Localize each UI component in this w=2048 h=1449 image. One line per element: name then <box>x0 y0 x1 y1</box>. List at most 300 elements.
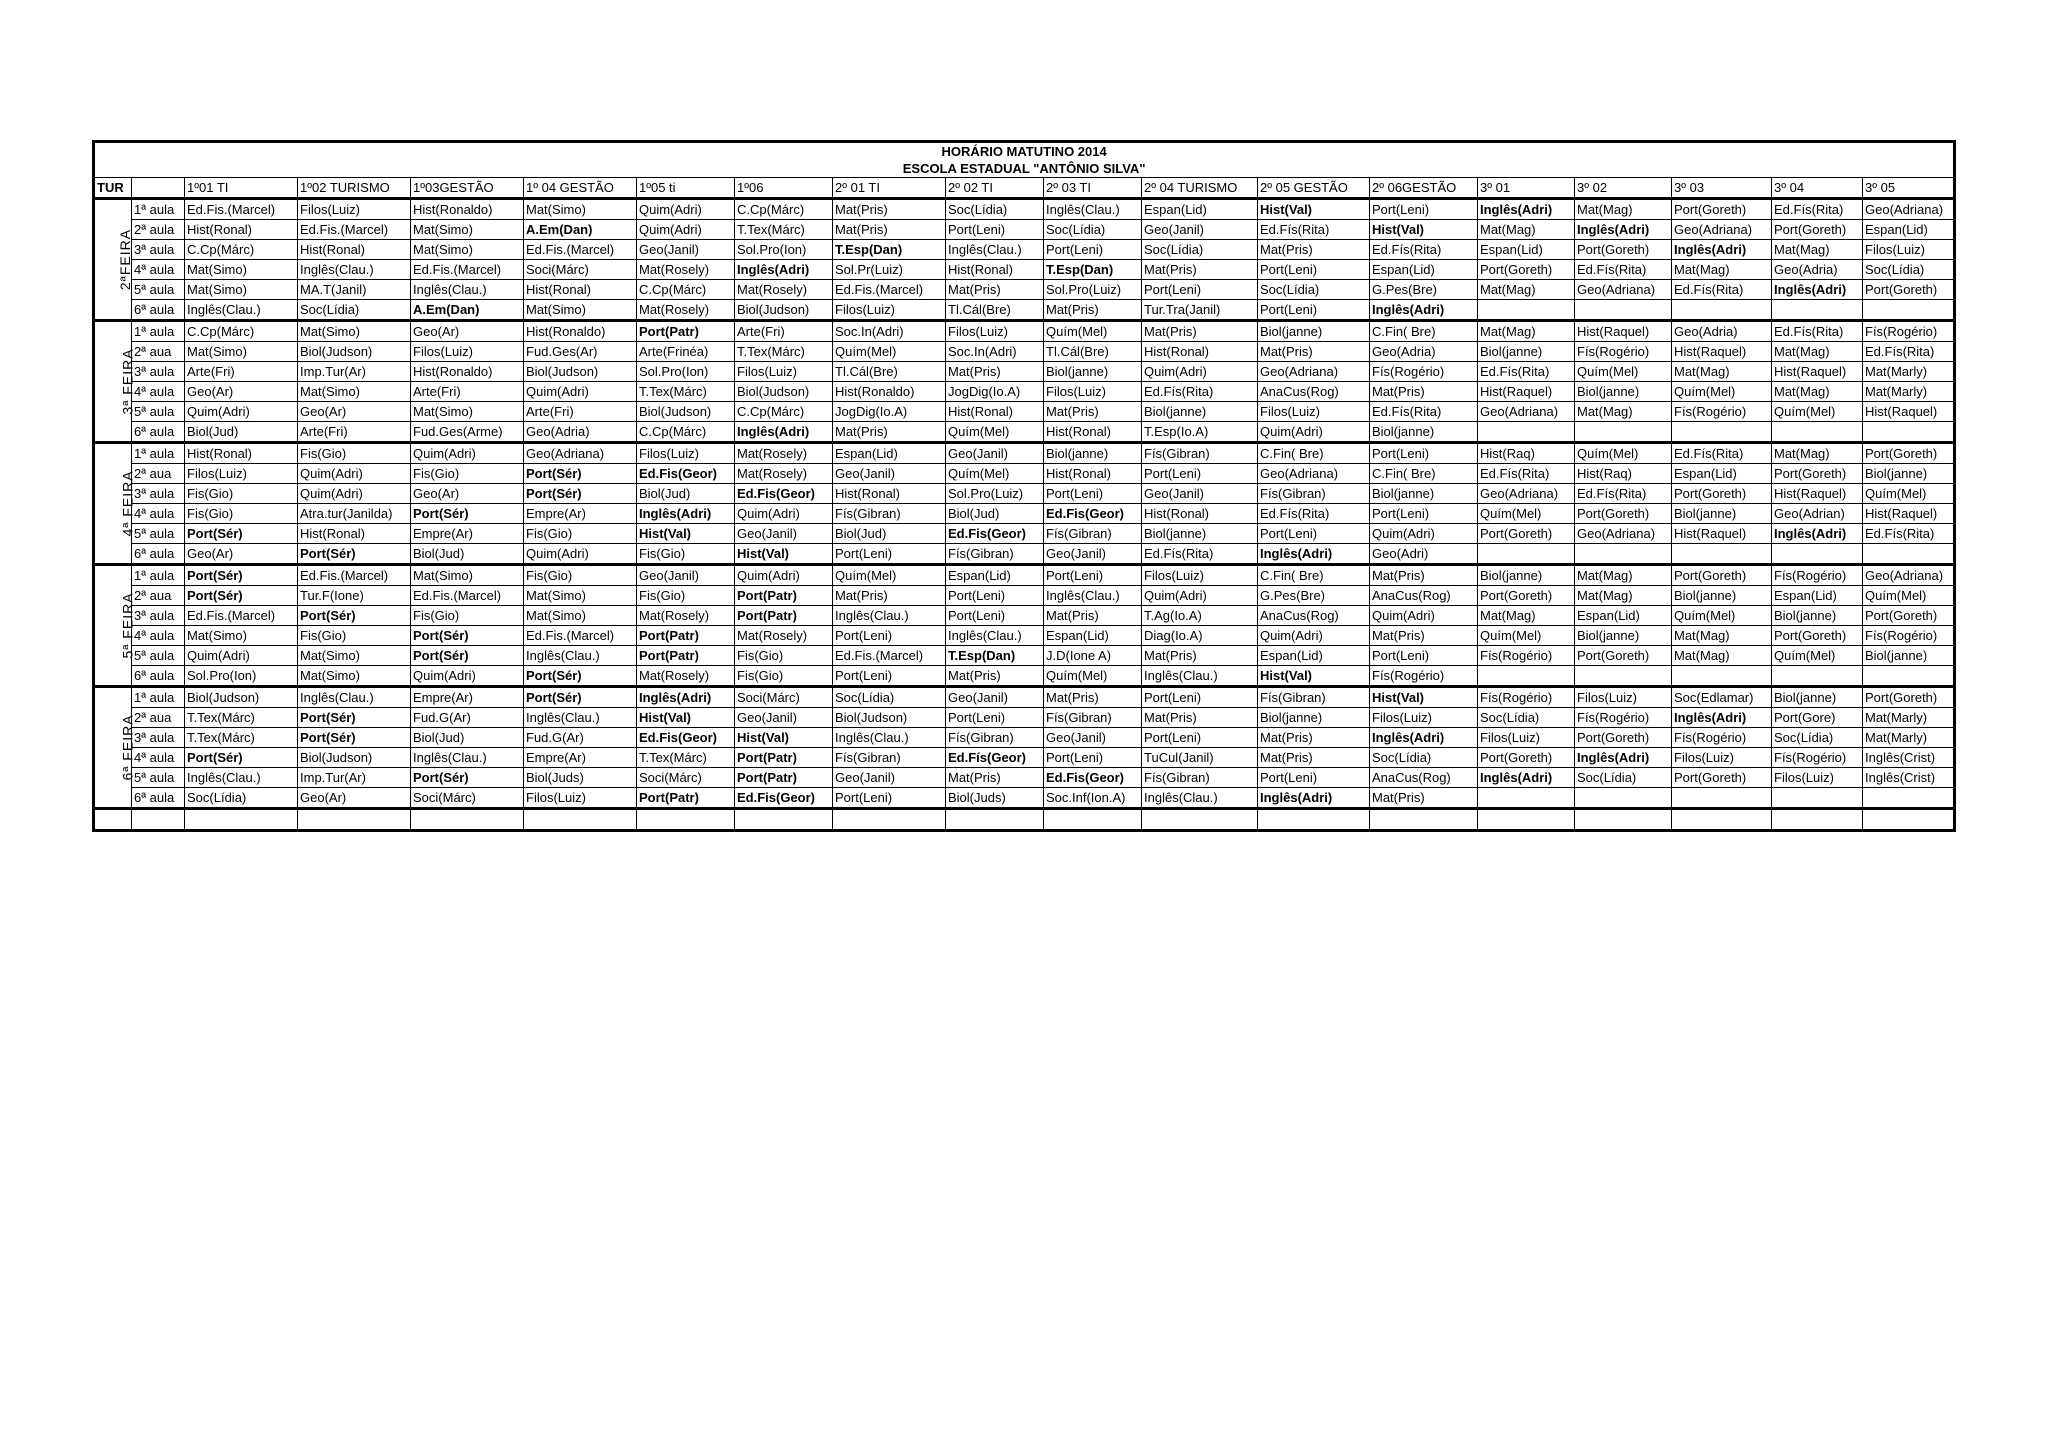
schedule-cell: Port(Leni) <box>1370 199 1478 220</box>
schedule-cell: Tl.Cál(Bre) <box>1044 342 1142 362</box>
schedule-cell: Hist(Ronaldo) <box>833 382 946 402</box>
schedule-cell: Inglês(Adri) <box>1478 199 1575 220</box>
schedule-cell: Port(Sér) <box>298 728 411 748</box>
schedule-cell: Ed.Fís(Rita) <box>1863 342 1955 362</box>
period-label: 3ª aula <box>132 606 185 626</box>
schedule-cell: Mat(Mag) <box>1672 260 1772 280</box>
day-group <box>94 565 1955 687</box>
empty-cell <box>1672 809 1772 831</box>
schedule-cell: Inglês(Adri) <box>1258 788 1370 809</box>
schedule-cell: Geo(Ar) <box>185 382 298 402</box>
schedule-cell: Ed.Fis(Geor) <box>637 728 735 748</box>
column-header: 2º 03 TI <box>1044 178 1142 199</box>
day-label-cell <box>94 199 132 321</box>
schedule-cell: Filos(Luiz) <box>1258 402 1370 422</box>
schedule-cell: Espan(Lid) <box>1044 626 1142 646</box>
schedule-cell: AnaCus(Rog) <box>1258 382 1370 402</box>
schedule-cell: Mat(Rosely) <box>637 666 735 687</box>
schedule-cell: Fís(Gibran) <box>1142 768 1258 788</box>
schedule-cell: C.Cp(Márc) <box>637 280 735 300</box>
schedule-cell <box>1575 300 1672 321</box>
schedule-cell: Mat(Simo) <box>298 321 411 342</box>
schedule-cell <box>1478 544 1575 565</box>
schedule-cell: Soc(Lídia) <box>1863 260 1955 280</box>
schedule-cell: Hist(Ronal) <box>1044 464 1142 484</box>
schedule-cell: Geo(Adriana) <box>1575 280 1672 300</box>
schedule-cell: Quím(Mel) <box>833 342 946 362</box>
schedule-cell: Port(Goreth) <box>1672 484 1772 504</box>
schedule-cell: Geo(Janil) <box>1142 484 1258 504</box>
schedule-cell: Mat(Mag) <box>1575 586 1672 606</box>
schedule-cell: Port(Sér) <box>524 484 637 504</box>
schedule-cell: Port(Patr) <box>735 748 833 768</box>
table-row <box>94 504 1955 524</box>
schedule-cell: Ed.Fis.(Marcel) <box>185 606 298 626</box>
schedule-cell: Fis(Gio) <box>735 646 833 666</box>
schedule-cell: Biol(Judson) <box>833 708 946 728</box>
schedule-cell: C.Cp(Márc) <box>735 199 833 220</box>
schedule-cell: Sol.Pro(Ion) <box>735 240 833 260</box>
schedule-cell: AnaCus(Rog) <box>1370 768 1478 788</box>
schedule-cell: Mat(Rosely) <box>637 260 735 280</box>
schedule-cell: Mat(Simo) <box>185 342 298 362</box>
schedule-cell: Port(Leni) <box>833 626 946 646</box>
schedule-cell: Biol(Juds) <box>524 768 637 788</box>
schedule-cell: Mat(Pris) <box>1258 240 1370 260</box>
schedule-cell: Biol(Judson) <box>637 402 735 422</box>
schedule-cell: Espan(Lid) <box>1575 606 1672 626</box>
schedule-cell: AnaCus(Rog) <box>1370 586 1478 606</box>
schedule-cell: Geo(Janil) <box>833 464 946 484</box>
period-label: 5ª aula <box>132 280 185 300</box>
table-row <box>94 748 1955 768</box>
schedule-cell: Soc.Inf(Ion.A) <box>1044 788 1142 809</box>
schedule-cell: Soc(Lídia) <box>1142 240 1258 260</box>
schedule-cell: Filos(Luiz) <box>1863 240 1955 260</box>
schedule-cell: Fís(Rogério) <box>1575 342 1672 362</box>
schedule-cell: JogDig(Io.A) <box>833 402 946 422</box>
schedule-cell: Mat(Pris) <box>1044 402 1142 422</box>
schedule-cell: A.Em(Dan) <box>524 220 637 240</box>
schedule-cell: Ed.Fis(Geor) <box>637 464 735 484</box>
table-row <box>94 260 1955 280</box>
schedule-cell: Hist(Ronal) <box>185 220 298 240</box>
period-label: 2ª aua <box>132 464 185 484</box>
schedule-cell: Fis(Gio) <box>411 464 524 484</box>
schedule-cell: Port(Leni) <box>946 220 1044 240</box>
schedule-cell: Fud.Ges(Arme) <box>411 422 524 443</box>
schedule-cell: Inglês(Adri) <box>1575 220 1672 240</box>
schedule-cell: Inglês(Clau.) <box>524 646 637 666</box>
schedule-cell: Mat(Pris) <box>1258 748 1370 768</box>
table-row <box>94 788 1955 809</box>
schedule-cell: Espan(Lid) <box>946 565 1044 586</box>
schedule-cell: Port(Leni) <box>1258 768 1370 788</box>
schedule-cell: Filos(Luiz) <box>833 300 946 321</box>
schedule-cell: Hist(Val) <box>1258 199 1370 220</box>
column-header: 3º 02 <box>1575 178 1672 199</box>
schedule-cell: Port(Sér) <box>298 544 411 565</box>
schedule-cell: Inglês(Clau.) <box>411 748 524 768</box>
schedule-cell: TuCul(Janil) <box>1142 748 1258 768</box>
schedule-cell: Biol(janne) <box>1575 626 1672 646</box>
schedule-cell: Port(Goreth) <box>1478 586 1575 606</box>
table-row <box>94 382 1955 402</box>
schedule-cell: Mat(Pris) <box>1142 646 1258 666</box>
empty-cell <box>833 809 946 831</box>
schedule-cell: Espan(Lid) <box>1863 220 1955 240</box>
schedule-cell: Hist(Raq) <box>1575 464 1672 484</box>
schedule-cell: Port(Sér) <box>524 666 637 687</box>
table-row <box>94 524 1955 544</box>
schedule-cell: Quim(Adri) <box>637 220 735 240</box>
period-label: 6ª aula <box>132 422 185 443</box>
day-label: 6ª FEIRA <box>119 714 136 781</box>
schedule-cell: Biol(janne) <box>1863 646 1955 666</box>
schedule-cell <box>1575 666 1672 687</box>
schedule-cell: Mat(Pris) <box>1370 626 1478 646</box>
schedule-cell: Filos(Luiz) <box>298 199 411 220</box>
schedule-cell: Espan(Lid) <box>1142 199 1258 220</box>
schedule-cell: Port(Sér) <box>524 687 637 708</box>
schedule-cell: Ed.Fís(Rita) <box>1772 199 1863 220</box>
schedule-cell: Mat(Pris) <box>1142 708 1258 728</box>
schedule-cell: Port(Goreth) <box>1672 565 1772 586</box>
schedule-cell: Fís(Gibran) <box>833 748 946 768</box>
schedule-cell: Mat(Simo) <box>185 280 298 300</box>
schedule-cell: Ed.Fis.(Marcel) <box>833 280 946 300</box>
schedule-cell: Port(Leni) <box>946 606 1044 626</box>
table-row <box>94 646 1955 666</box>
day-label: 2ªFEIRA <box>117 228 134 291</box>
schedule-cell <box>1863 544 1955 565</box>
schedule-cell: Mat(Rosely) <box>735 626 833 646</box>
table-row <box>94 321 1955 342</box>
period-label: 4ª aula <box>132 382 185 402</box>
schedule-cell: Soc(Lídia) <box>946 199 1044 220</box>
schedule-cell: Mat(Marly) <box>1863 382 1955 402</box>
schedule-cell <box>1863 422 1955 443</box>
schedule-cell: Port(Goreth) <box>1575 646 1672 666</box>
schedule-cell: Quim(Adri) <box>185 402 298 422</box>
schedule-cell: Ed.Fis.(Marcel) <box>524 240 637 260</box>
schedule-cell: Quim(Adri) <box>185 646 298 666</box>
schedule-cell: Inglês(Adri) <box>1258 544 1370 565</box>
schedule-cell: Mat(Marly) <box>1863 708 1955 728</box>
header-row <box>94 178 1955 199</box>
schedule-cell: Inglês(Clau.) <box>1142 788 1258 809</box>
schedule-cell: Arte(Fri) <box>185 362 298 382</box>
schedule-cell: Inglês(Clau.) <box>946 626 1044 646</box>
schedule-cell <box>1672 666 1772 687</box>
schedule-cell: Filos(Luiz) <box>1478 728 1575 748</box>
schedule-cell: Mat(Mag) <box>1772 342 1863 362</box>
schedule-cell: Fís(Rogério) <box>1672 728 1772 748</box>
schedule-cell: Mat(Simo) <box>298 666 411 687</box>
schedule-cell: Biol(Judson) <box>524 362 637 382</box>
schedule-cell <box>1575 544 1672 565</box>
schedule-cell: G.Pes(Bre) <box>1258 586 1370 606</box>
schedule-cell: Inglês(Clau.) <box>298 260 411 280</box>
table-row <box>94 768 1955 788</box>
schedule-cell: Fud.G(Ar) <box>411 708 524 728</box>
schedule-cell: Port(Sér) <box>185 524 298 544</box>
period-label: 3ª aula <box>132 362 185 382</box>
column-header: 1º 04 GESTÃO <box>524 178 637 199</box>
schedule-cell: Soc.In(Adri) <box>946 342 1044 362</box>
schedule-cell <box>1478 666 1575 687</box>
empty-cell <box>524 809 637 831</box>
schedule-cell: Mat(Mag) <box>1672 362 1772 382</box>
schedule-cell: Hist(Raquel) <box>1863 402 1955 422</box>
schedule-cell: JogDig(Io.A) <box>946 382 1044 402</box>
schedule-cell: Ed.Fís(Geor) <box>946 748 1044 768</box>
schedule-cell: Biol(janne) <box>1044 362 1142 382</box>
schedule-cell: Quím(Mel) <box>1575 362 1672 382</box>
period-label: 4ª aula <box>132 504 185 524</box>
schedule-cell: Geo(Adriana) <box>1575 524 1672 544</box>
schedule-cell: Port(Goreth) <box>1863 687 1955 708</box>
schedule-cell: Biol(janne) <box>1672 586 1772 606</box>
table-row <box>94 687 1955 708</box>
period-label: 1ª aula <box>132 199 185 220</box>
schedule-cell: Port(Goreth) <box>1863 280 1955 300</box>
schedule-cell: MA.T(Janil) <box>298 280 411 300</box>
schedule-cell: Ed.Fis(Geor) <box>735 484 833 504</box>
schedule-cell: Soci(Márc) <box>524 260 637 280</box>
schedule-cell: Soc.In(Adri) <box>833 321 946 342</box>
empty-cell <box>1142 809 1258 831</box>
schedule-cell: Biol(janne) <box>1575 382 1672 402</box>
schedule-cell: Biol(Juds) <box>946 788 1044 809</box>
schedule-cell: Port(Sér) <box>298 708 411 728</box>
schedule-cell: Quim(Adri) <box>637 199 735 220</box>
schedule-cell: Soci(Márc) <box>411 788 524 809</box>
column-header: TUR <box>94 178 132 199</box>
table-row <box>94 240 1955 260</box>
schedule-cell: Port(Patr) <box>637 321 735 342</box>
schedule-cell: Inglês(Adri) <box>1478 768 1575 788</box>
schedule-cell: Port(Leni) <box>833 544 946 565</box>
schedule-cell: Fís(Rogério) <box>1370 666 1478 687</box>
schedule-cell: Hist(Raquel) <box>1478 382 1575 402</box>
schedule-cell: T.Tex(Márc) <box>185 728 298 748</box>
schedule-cell: Quim(Adri) <box>1370 524 1478 544</box>
schedule-cell: Imp.Tur(Ar) <box>298 768 411 788</box>
schedule-cell: Biol(janne) <box>1370 484 1478 504</box>
empty-cell <box>185 809 298 831</box>
schedule-cell: Empre(Ar) <box>524 504 637 524</box>
schedule-cell: Inglês(Clau.) <box>833 728 946 748</box>
table-row <box>94 280 1955 300</box>
schedule-sheet <box>92 140 1955 832</box>
schedule-cell: Inglês(Adri) <box>1672 708 1772 728</box>
schedule-cell: Port(Leni) <box>833 788 946 809</box>
schedule-cell: Mat(Simo) <box>298 382 411 402</box>
period-label: 2ª aula <box>132 220 185 240</box>
schedule-cell: Quim(Adri) <box>1370 606 1478 626</box>
period-label: 5ª aula <box>132 402 185 422</box>
table-row <box>94 220 1955 240</box>
schedule-cell: Geo(Ar) <box>298 402 411 422</box>
schedule-cell: Geo(Janil) <box>1044 728 1142 748</box>
schedule-cell: Espan(Lid) <box>1478 240 1575 260</box>
empty-cell <box>1258 809 1370 831</box>
schedule-cell: Mat(Simo) <box>185 626 298 646</box>
schedule-cell: T.Tex(Márc) <box>637 382 735 402</box>
period-label: 1ª aula <box>132 443 185 464</box>
schedule-cell: Inglês(Adri) <box>1772 280 1863 300</box>
schedule-cell: Inglês(Crist) <box>1863 748 1955 768</box>
schedule-cell: Biol(Judson) <box>735 300 833 321</box>
schedule-cell: T.Esp(Dan) <box>833 240 946 260</box>
schedule-cell: Soc(Lídia) <box>1478 708 1575 728</box>
schedule-cell: Fís(Gibran) <box>1044 524 1142 544</box>
schedule-cell: Biol(Jud) <box>411 544 524 565</box>
schedule-cell <box>1672 300 1772 321</box>
schedule-cell: Mat(Simo) <box>524 606 637 626</box>
table-row <box>94 728 1955 748</box>
schedule-cell: Port(Goreth) <box>1575 240 1672 260</box>
period-label: 1ª aula <box>132 321 185 342</box>
schedule-cell: Ed.Fís(Rita) <box>1575 484 1672 504</box>
schedule-cell: Mat(Pris) <box>1370 565 1478 586</box>
schedule-cell: Mat(Simo) <box>185 260 298 280</box>
day-group <box>94 321 1955 443</box>
schedule-cell: Inglês(Adri) <box>1575 748 1672 768</box>
schedule-cell: Quím(Mel) <box>1672 382 1772 402</box>
schedule-cell: Geo(Janil) <box>833 768 946 788</box>
schedule-cell: Mat(Pris) <box>946 666 1044 687</box>
schedule-cell: Biol(janne) <box>1672 504 1772 524</box>
schedule-cell: Ed.Fis.(Marcel) <box>298 565 411 586</box>
schedule-cell: Ed.Fís(Rita) <box>1575 260 1672 280</box>
schedule-cell <box>1863 300 1955 321</box>
schedule-cell: Port(Sér) <box>524 464 637 484</box>
schedule-cell: Ed.Fis.(Marcel) <box>411 260 524 280</box>
schedule-cell: Mat(Pris) <box>833 422 946 443</box>
schedule-cell: Tur.F(Ione) <box>298 586 411 606</box>
column-header: 2º 01 TI <box>833 178 946 199</box>
schedule-cell: Hist(Raquel) <box>1672 524 1772 544</box>
schedule-cell: Geo(Ar) <box>298 788 411 809</box>
period-label: 6ª aula <box>132 544 185 565</box>
schedule-cell: Hist(Val) <box>637 524 735 544</box>
schedule-cell: Mat(Rosely) <box>637 606 735 626</box>
schedule-cell: Biol(janne) <box>1370 422 1478 443</box>
schedule-cell: Filos(Luiz) <box>1142 565 1258 586</box>
schedule-cell: Soc(Lídia) <box>833 687 946 708</box>
schedule-cell: Filos(Luiz) <box>185 464 298 484</box>
day-label-cell <box>94 443 136 565</box>
schedule-cell: Filos(Luiz) <box>411 342 524 362</box>
schedule-cell: Biol(Judson) <box>735 382 833 402</box>
schedule-cell: Ed.Fis(Geor) <box>1044 768 1142 788</box>
schedule-cell: Hist(Ronal) <box>1142 504 1258 524</box>
empty-cell <box>1772 809 1863 831</box>
empty-cell <box>132 809 185 831</box>
schedule-cell: Filos(Luiz) <box>1772 768 1863 788</box>
schedule-cell: Port(Patr) <box>637 646 735 666</box>
schedule-cell: Ed.Fís(Rita) <box>1142 382 1258 402</box>
schedule-cell: Inglês(Clau.) <box>1044 586 1142 606</box>
table-row <box>94 484 1955 504</box>
table-row <box>94 626 1955 646</box>
schedule-cell: Quím(Mel) <box>946 422 1044 443</box>
column-header: 1º01 TI <box>185 178 298 199</box>
schedule-cell: Arte(Fri) <box>298 422 411 443</box>
schedule-cell: Port(Sér) <box>298 606 411 626</box>
schedule-cell: Mat(Pris) <box>833 586 946 606</box>
schedule-cell: Ed.Fis(Geor) <box>735 788 833 809</box>
schedule-cell: Port(Goreth) <box>1863 443 1955 464</box>
schedule-cell: Mat(Mag) <box>1575 565 1672 586</box>
schedule-cell: Filos(Luiz) <box>637 443 735 464</box>
schedule-cell: Hist(Ronal) <box>1142 342 1258 362</box>
schedule-cell: Mat(Pris) <box>1370 382 1478 402</box>
schedule-cell: Fis(Gio) <box>524 524 637 544</box>
table-row <box>94 342 1955 362</box>
schedule-cell: Sol.Pr(Luiz) <box>833 260 946 280</box>
schedule-cell: Mat(Pris) <box>946 280 1044 300</box>
schedule-cell: Quim(Adri) <box>411 666 524 687</box>
column-header: 3º 03 <box>1672 178 1772 199</box>
schedule-cell: Geo(Adria) <box>1370 342 1478 362</box>
schedule-cell: Fís(Gibran) <box>833 504 946 524</box>
schedule-cell <box>1863 666 1955 687</box>
column-header: 2º 05 GESTÃO <box>1258 178 1370 199</box>
schedule-cell: Empre(Ar) <box>411 524 524 544</box>
schedule-cell: Ed.Fís(Rita) <box>1142 544 1258 565</box>
schedule-cell: Geo(Adriana) <box>1478 402 1575 422</box>
schedule-cell: Inglês(Adri) <box>1672 240 1772 260</box>
schedule-cell: Inglês(Clau.) <box>185 768 298 788</box>
schedule-cell: Fis(Gio) <box>524 565 637 586</box>
schedule-cell <box>1863 788 1955 809</box>
schedule-cell: Fud.G(Ar) <box>524 728 637 748</box>
schedule-cell: Mat(Mag) <box>1478 606 1575 626</box>
empty-cell <box>946 809 1044 831</box>
schedule-cell: Mat(Mag) <box>1478 321 1575 342</box>
schedule-cell: Ed.Fis(Geor) <box>1044 504 1142 524</box>
schedule-cell: Biol(Jud) <box>411 728 524 748</box>
schedule-cell: Imp.Tur(Ar) <box>298 362 411 382</box>
schedule-cell: Fis(Gio) <box>298 626 411 646</box>
schedule-cell: Quím(Mel) <box>1478 504 1575 524</box>
schedule-cell: Soci(Márc) <box>735 687 833 708</box>
table-row <box>94 422 1955 443</box>
schedule-cell: Port(Goreth) <box>1772 464 1863 484</box>
schedule-cell: Mat(Pris) <box>833 220 946 240</box>
table-row <box>94 544 1955 565</box>
schedule-cell: Port(Goreth) <box>1672 768 1772 788</box>
period-label: 5ª aula <box>132 524 185 544</box>
table-row <box>94 362 1955 382</box>
schedule-cell: Fis(Gio) <box>411 606 524 626</box>
schedule-cell: Hist(Ronal) <box>1044 422 1142 443</box>
schedule-cell: T.Tex(Márc) <box>735 342 833 362</box>
schedule-cell: Port(Leni) <box>946 708 1044 728</box>
schedule-cell: Geo(Janil) <box>946 443 1044 464</box>
schedule-cell: Fis(Gio) <box>298 443 411 464</box>
schedule-cell: G.Pes(Bre) <box>1370 280 1478 300</box>
schedule-cell: Biol(janne) <box>1258 321 1370 342</box>
schedule-cell: Geo(Janil) <box>735 524 833 544</box>
schedule-cell: Mat(Simo) <box>524 300 637 321</box>
schedule-cell: Sol.Pro(Luiz) <box>946 484 1044 504</box>
schedule-cell: Inglês(Clau.) <box>946 240 1044 260</box>
period-label: 5ª aula <box>132 646 185 666</box>
